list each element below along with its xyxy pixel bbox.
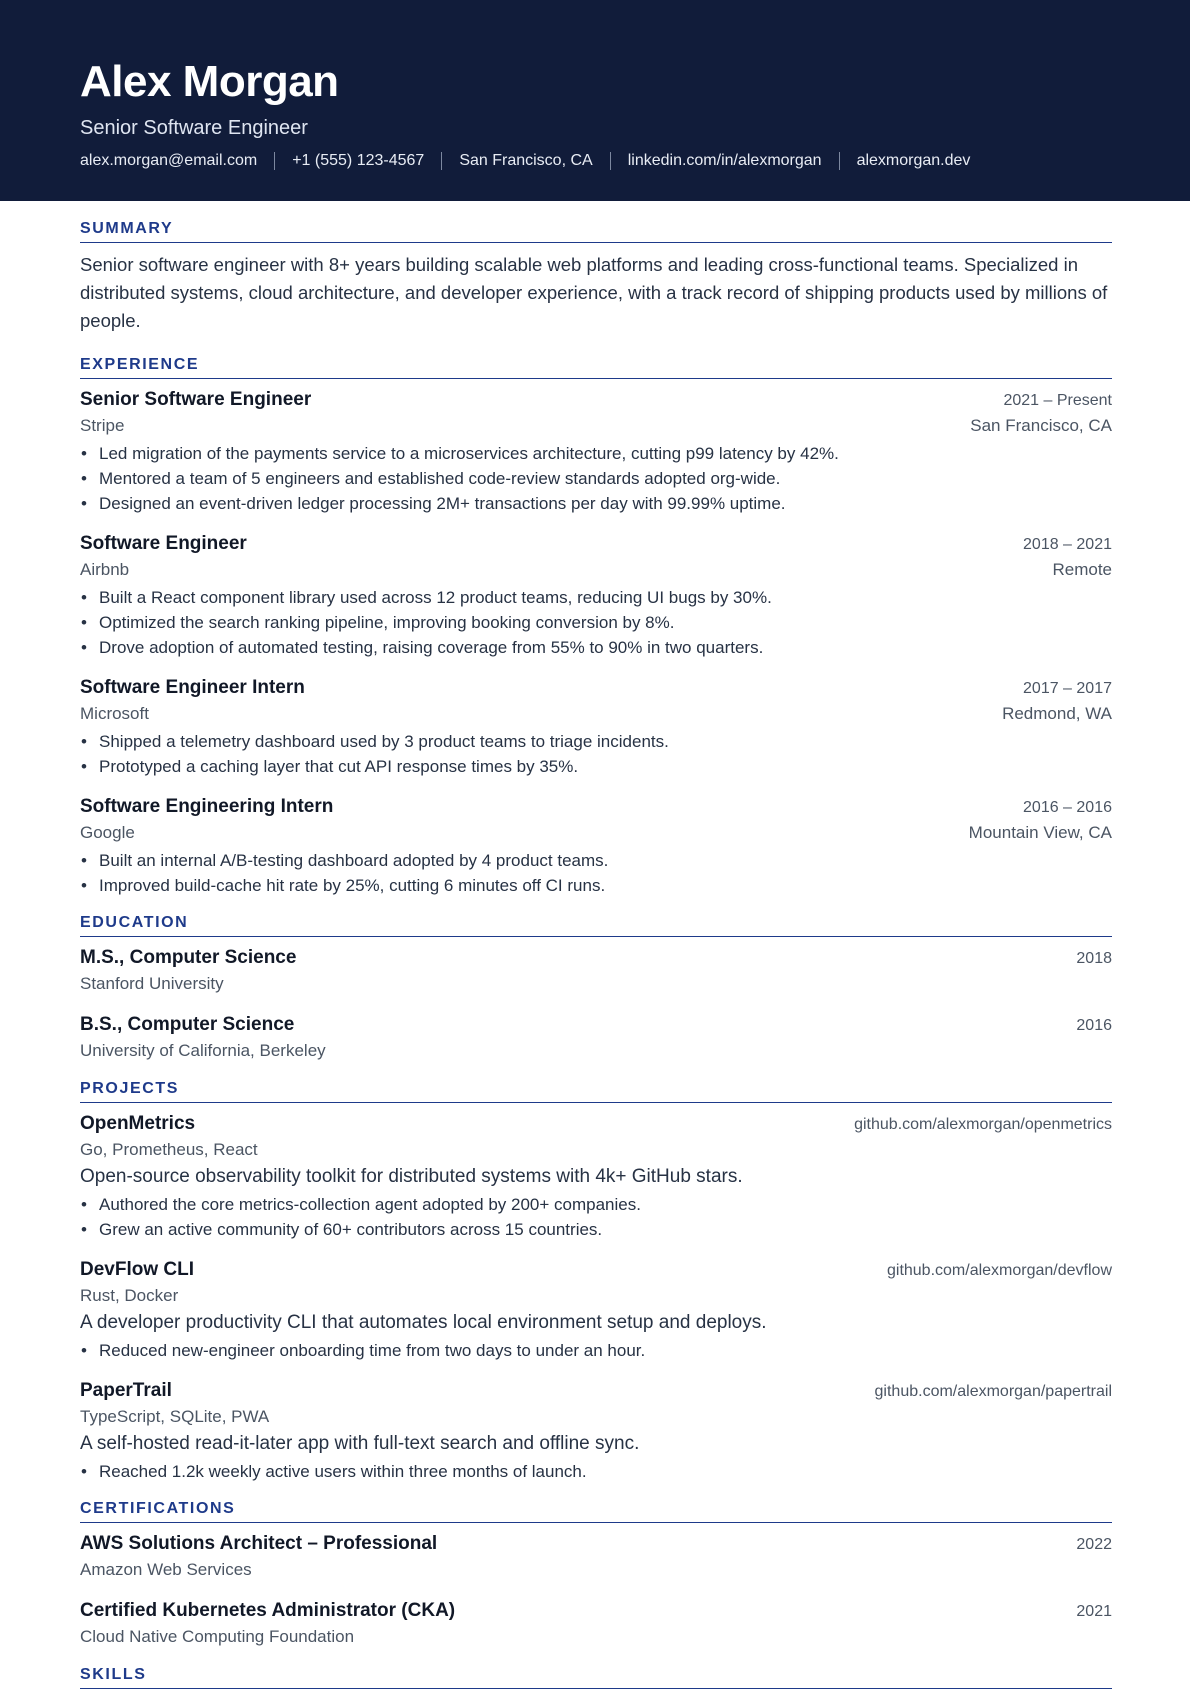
experience-entry xyxy=(80,387,1112,516)
project-description: A developer productivity CLI that automates local environment setup and deploys. xyxy=(80,1312,767,1333)
project-bullets xyxy=(80,1459,1112,1484)
skills-section xyxy=(80,1665,1112,1689)
contact-phone[interactable]: +1 (555) 123-4567 xyxy=(292,152,425,169)
project-stack: Go, Prometheus, React xyxy=(80,1140,258,1159)
job-location: San Francisco, CA xyxy=(970,416,1112,435)
job-dates: 2017 – 2017 xyxy=(1023,680,1112,697)
experience-section xyxy=(80,355,1112,898)
project-description: A self-hosted read-it-later app with full-text search and offline sync. xyxy=(80,1433,640,1454)
resume-body xyxy=(0,201,1190,1689)
bullet-item: • Shipped a telemetry dashboard used by 3 product teams to triage incidents. xyxy=(80,729,1112,754)
job-location: Remote xyxy=(1052,560,1112,579)
certification-entry xyxy=(80,1531,1112,1583)
contact-website[interactable]: alexmorgan.dev xyxy=(856,152,971,169)
project-entry xyxy=(80,1111,1112,1242)
certification-entry xyxy=(80,1598,1112,1650)
graduation-year: 2016 xyxy=(1076,1017,1112,1034)
job-company: Microsoft xyxy=(80,704,149,723)
section-heading-experience: EXPERIENCE xyxy=(80,355,1112,379)
job-title: Senior Software Engineer xyxy=(80,389,312,410)
job-title: Software Engineering Intern xyxy=(80,796,334,817)
summary-text: Senior software engineer with 8+ years building scalable web platforms and leading cross-functional teams. Specialized in distributed systems, cloud architecture, and developer experience, with a track record of shipping products used by millions of people. xyxy=(80,254,1108,331)
certification-name: Certified Kubernetes Administrator (CKA) xyxy=(80,1600,456,1621)
job-dates: 2016 – 2016 xyxy=(1023,799,1112,816)
bullet-item: • Reduced new-engineer onboarding time from two days to under an hour. xyxy=(80,1338,1112,1363)
contact-divider xyxy=(441,152,442,170)
certifications-section xyxy=(80,1499,1112,1650)
bullet-item: • Optimized the search ranking pipeline, improving booking conversion by 8%. xyxy=(80,610,1112,635)
education-entry xyxy=(80,945,1112,997)
bullet-item: • Improved build-cache hit rate by 25%, cutting 6 minutes off CI runs. xyxy=(80,873,1112,898)
contact-divider xyxy=(610,152,611,170)
graduation-year: 2018 xyxy=(1076,950,1112,967)
project-entry xyxy=(80,1378,1112,1484)
education-entry xyxy=(80,1012,1112,1064)
contact-bar xyxy=(80,152,1110,170)
job-title: Software Engineer xyxy=(80,533,247,554)
project-stack: TypeScript, SQLite, PWA xyxy=(80,1407,270,1426)
job-dates: 2018 – 2021 xyxy=(1023,536,1112,553)
contact-linkedin[interactable]: linkedin.com/in/alexmorgan xyxy=(627,152,822,169)
job-location: Mountain View, CA xyxy=(968,823,1112,842)
project-bullets xyxy=(80,1192,1112,1242)
job-dates: 2021 – Present xyxy=(1003,392,1112,409)
experience-entry xyxy=(80,675,1112,779)
bullet-item: • Designed an event-driven ledger processing 2M+ transactions per day with 99.99% uptime. xyxy=(80,491,1112,516)
bullet-item: • Authored the core metrics-collection agent adopted by 200+ companies. xyxy=(80,1192,1112,1217)
degree: B.S., Computer Science xyxy=(80,1014,295,1035)
job-bullets xyxy=(80,585,1112,660)
contact-location: San Francisco, CA xyxy=(459,152,593,169)
certification-year: 2021 xyxy=(1076,1603,1112,1620)
project-link[interactable]: github.com/alexmorgan/papertrail xyxy=(874,1383,1112,1400)
bullet-item: • Built an internal A/B-testing dashboard adopted by 4 product teams. xyxy=(80,848,1112,873)
school: University of California, Berkeley xyxy=(80,1041,326,1060)
project-link[interactable]: github.com/alexmorgan/devflow xyxy=(886,1262,1112,1279)
project-name: PaperTrail xyxy=(80,1380,172,1401)
project-name: OpenMetrics xyxy=(80,1113,196,1134)
bullet-item: • Built a React component library used across 12 product teams, reducing UI bugs by 30%. xyxy=(80,585,1112,610)
job-company: Google xyxy=(80,823,135,842)
job-company: Stripe xyxy=(80,416,125,435)
resume-header xyxy=(0,0,1190,201)
job-bullets xyxy=(80,441,1112,516)
job-bullets xyxy=(80,848,1112,898)
section-heading-skills: SKILLS xyxy=(80,1665,1112,1689)
contact-email[interactable]: alex.morgan@email.com xyxy=(80,152,258,169)
project-name: DevFlow CLI xyxy=(80,1259,195,1280)
section-heading-summary: SUMMARY xyxy=(80,219,1112,243)
project-bullets xyxy=(80,1338,1112,1363)
experience-entry xyxy=(80,794,1112,898)
project-description: Open-source observability toolkit for distributed systems with 4k+ GitHub stars. xyxy=(80,1166,743,1187)
summary-section xyxy=(80,219,1112,335)
job-bullets xyxy=(80,729,1112,779)
candidate-title: Senior Software Engineer xyxy=(80,117,308,139)
bullet-item: • Led migration of the payments service to a microservices architecture, cutting p99 latency by 42%. xyxy=(80,441,1112,466)
certification-name: AWS Solutions Architect – Professional xyxy=(80,1533,438,1554)
project-link[interactable]: github.com/alexmorgan/openmetrics xyxy=(854,1116,1112,1133)
certification-issuer: Amazon Web Services xyxy=(80,1560,252,1579)
experience-entry xyxy=(80,531,1112,660)
job-title: Software Engineer Intern xyxy=(80,677,305,698)
bullet-item: • Mentored a team of 5 engineers and established code-review standards adopted org-wide. xyxy=(80,466,1112,491)
contact-divider xyxy=(274,152,275,170)
certification-year: 2022 xyxy=(1076,1536,1112,1553)
project-entry xyxy=(80,1257,1112,1363)
job-location: Redmond, WA xyxy=(1002,704,1112,723)
section-heading-projects: PROJECTS xyxy=(80,1079,1112,1103)
candidate-name: Alex Morgan xyxy=(80,57,339,106)
job-company: Airbnb xyxy=(80,560,130,579)
bullet-item: • Reached 1.2k weekly active users within three months of launch. xyxy=(80,1459,1112,1484)
bullet-item: • Prototyped a caching layer that cut API response times by 35%. xyxy=(80,754,1112,779)
bullet-item: • Grew an active community of 60+ contributors across 15 countries. xyxy=(80,1217,1112,1242)
education-section xyxy=(80,913,1112,1064)
degree: M.S., Computer Science xyxy=(80,947,297,968)
section-heading-education: EDUCATION xyxy=(80,913,1112,937)
section-heading-certifications: CERTIFICATIONS xyxy=(80,1499,1112,1523)
projects-section xyxy=(80,1079,1112,1484)
certification-issuer: Cloud Native Computing Foundation xyxy=(80,1627,355,1646)
school: Stanford University xyxy=(80,974,224,993)
contact-divider xyxy=(839,152,840,170)
project-stack: Rust, Docker xyxy=(80,1286,179,1305)
bullet-item: • Drove adoption of automated testing, raising coverage from 55% to 90% in two quarters. xyxy=(80,635,1112,660)
